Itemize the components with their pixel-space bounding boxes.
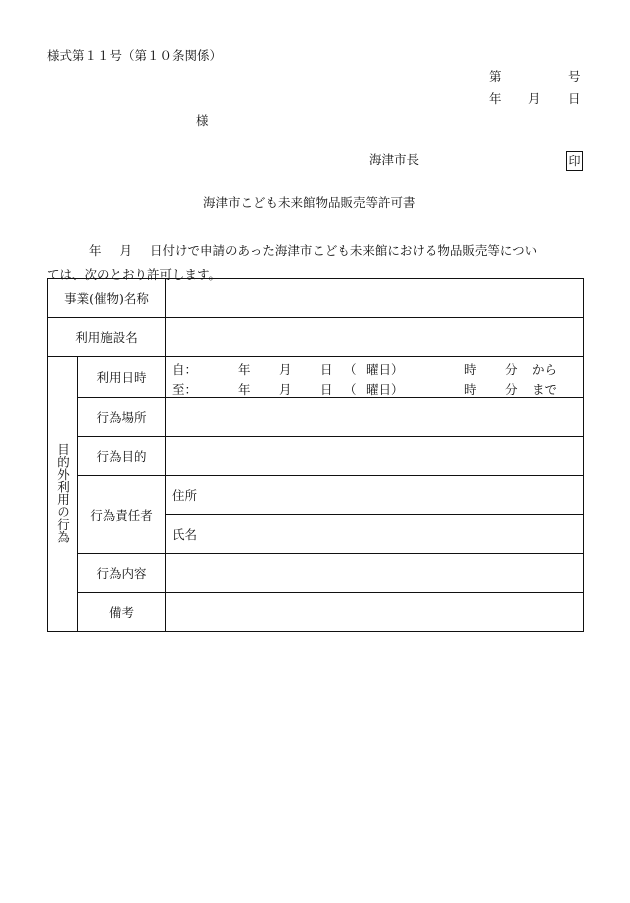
to-minute: 分 <box>505 382 518 397</box>
responsible-label: 行為責任者 <box>78 476 166 554</box>
address-label: 住所 <box>172 488 198 503</box>
body-line2: ては、次のとおり許可します。 <box>47 267 222 282</box>
addressee-suffix: 様 <box>196 113 209 128</box>
row-usage-datetime <box>48 357 584 398</box>
to-hour: 時 <box>464 382 477 397</box>
to-year: 年 <box>238 382 251 397</box>
from-day: 日 <box>320 362 333 377</box>
remarks-label: 備考 <box>78 593 166 632</box>
to-prefix: 至： <box>172 382 198 397</box>
row-responsible-address <box>48 476 584 515</box>
to-weekday: 曜日） <box>366 382 404 397</box>
row-remarks <box>48 593 584 632</box>
content-label: 行為内容 <box>78 554 166 593</box>
facility-value[interactable] <box>166 318 584 357</box>
from-minute: 分 <box>505 362 518 377</box>
from-year: 年 <box>238 362 251 377</box>
to-suffix: まで <box>532 382 558 397</box>
purpose-label: 行為目的 <box>78 437 166 476</box>
purpose-value[interactable] <box>166 437 584 476</box>
datetime-to-line <box>166 377 583 397</box>
group-label: 目的外利用の行為 <box>55 442 71 543</box>
business-name-value[interactable] <box>166 279 584 318</box>
body-date-year: 年 <box>89 243 102 258</box>
to-month: 月 <box>279 382 292 397</box>
body-line1: 日付けで申請のあった海津市こども未来館における物品販売等につい <box>150 243 538 258</box>
row-business-name <box>48 279 584 318</box>
doc-number-suffix: 号 <box>568 69 581 84</box>
business-name-label: 事業(催物)名称 <box>48 279 166 318</box>
row-purpose <box>48 437 584 476</box>
from-month: 月 <box>279 362 292 377</box>
form-number: 様式第１１号（第１０条関係） <box>47 48 223 63</box>
row-content <box>48 554 584 593</box>
row-facility <box>48 318 584 357</box>
place-label: 行為場所 <box>78 398 166 437</box>
issuer: 海津市長 <box>369 152 420 167</box>
from-hour: 時 <box>464 362 477 377</box>
from-weekday: 曜日） <box>366 362 404 377</box>
row-place <box>48 398 584 437</box>
usage-datetime-label: 利用日時 <box>78 357 166 398</box>
date-month: 月 <box>528 91 541 106</box>
name-label: 氏名 <box>172 527 198 542</box>
document-title: 海津市こども未来館物品販売等許可書 <box>203 195 416 210</box>
facility-label: 利用施設名 <box>48 318 166 357</box>
content-value[interactable] <box>166 554 584 593</box>
usage-datetime-value[interactable] <box>166 357 584 398</box>
from-suffix: から <box>532 362 558 377</box>
date-day: 日 <box>568 91 581 106</box>
to-paren: （ <box>344 382 357 397</box>
name-cell[interactable] <box>166 515 584 554</box>
from-prefix: 自： <box>172 362 198 377</box>
remarks-value[interactable] <box>166 593 584 632</box>
address-cell[interactable] <box>166 476 584 515</box>
permit-table <box>47 278 584 632</box>
date-year: 年 <box>489 91 502 106</box>
place-value[interactable] <box>166 398 584 437</box>
from-paren: （ <box>344 362 357 377</box>
datetime-from-line <box>166 357 583 377</box>
seal-mark: 印 <box>566 151 583 171</box>
body-date-month: 月 <box>119 243 133 258</box>
doc-number-prefix: 第 <box>489 69 502 84</box>
group-label-cell <box>48 357 78 632</box>
to-day: 日 <box>320 382 333 397</box>
